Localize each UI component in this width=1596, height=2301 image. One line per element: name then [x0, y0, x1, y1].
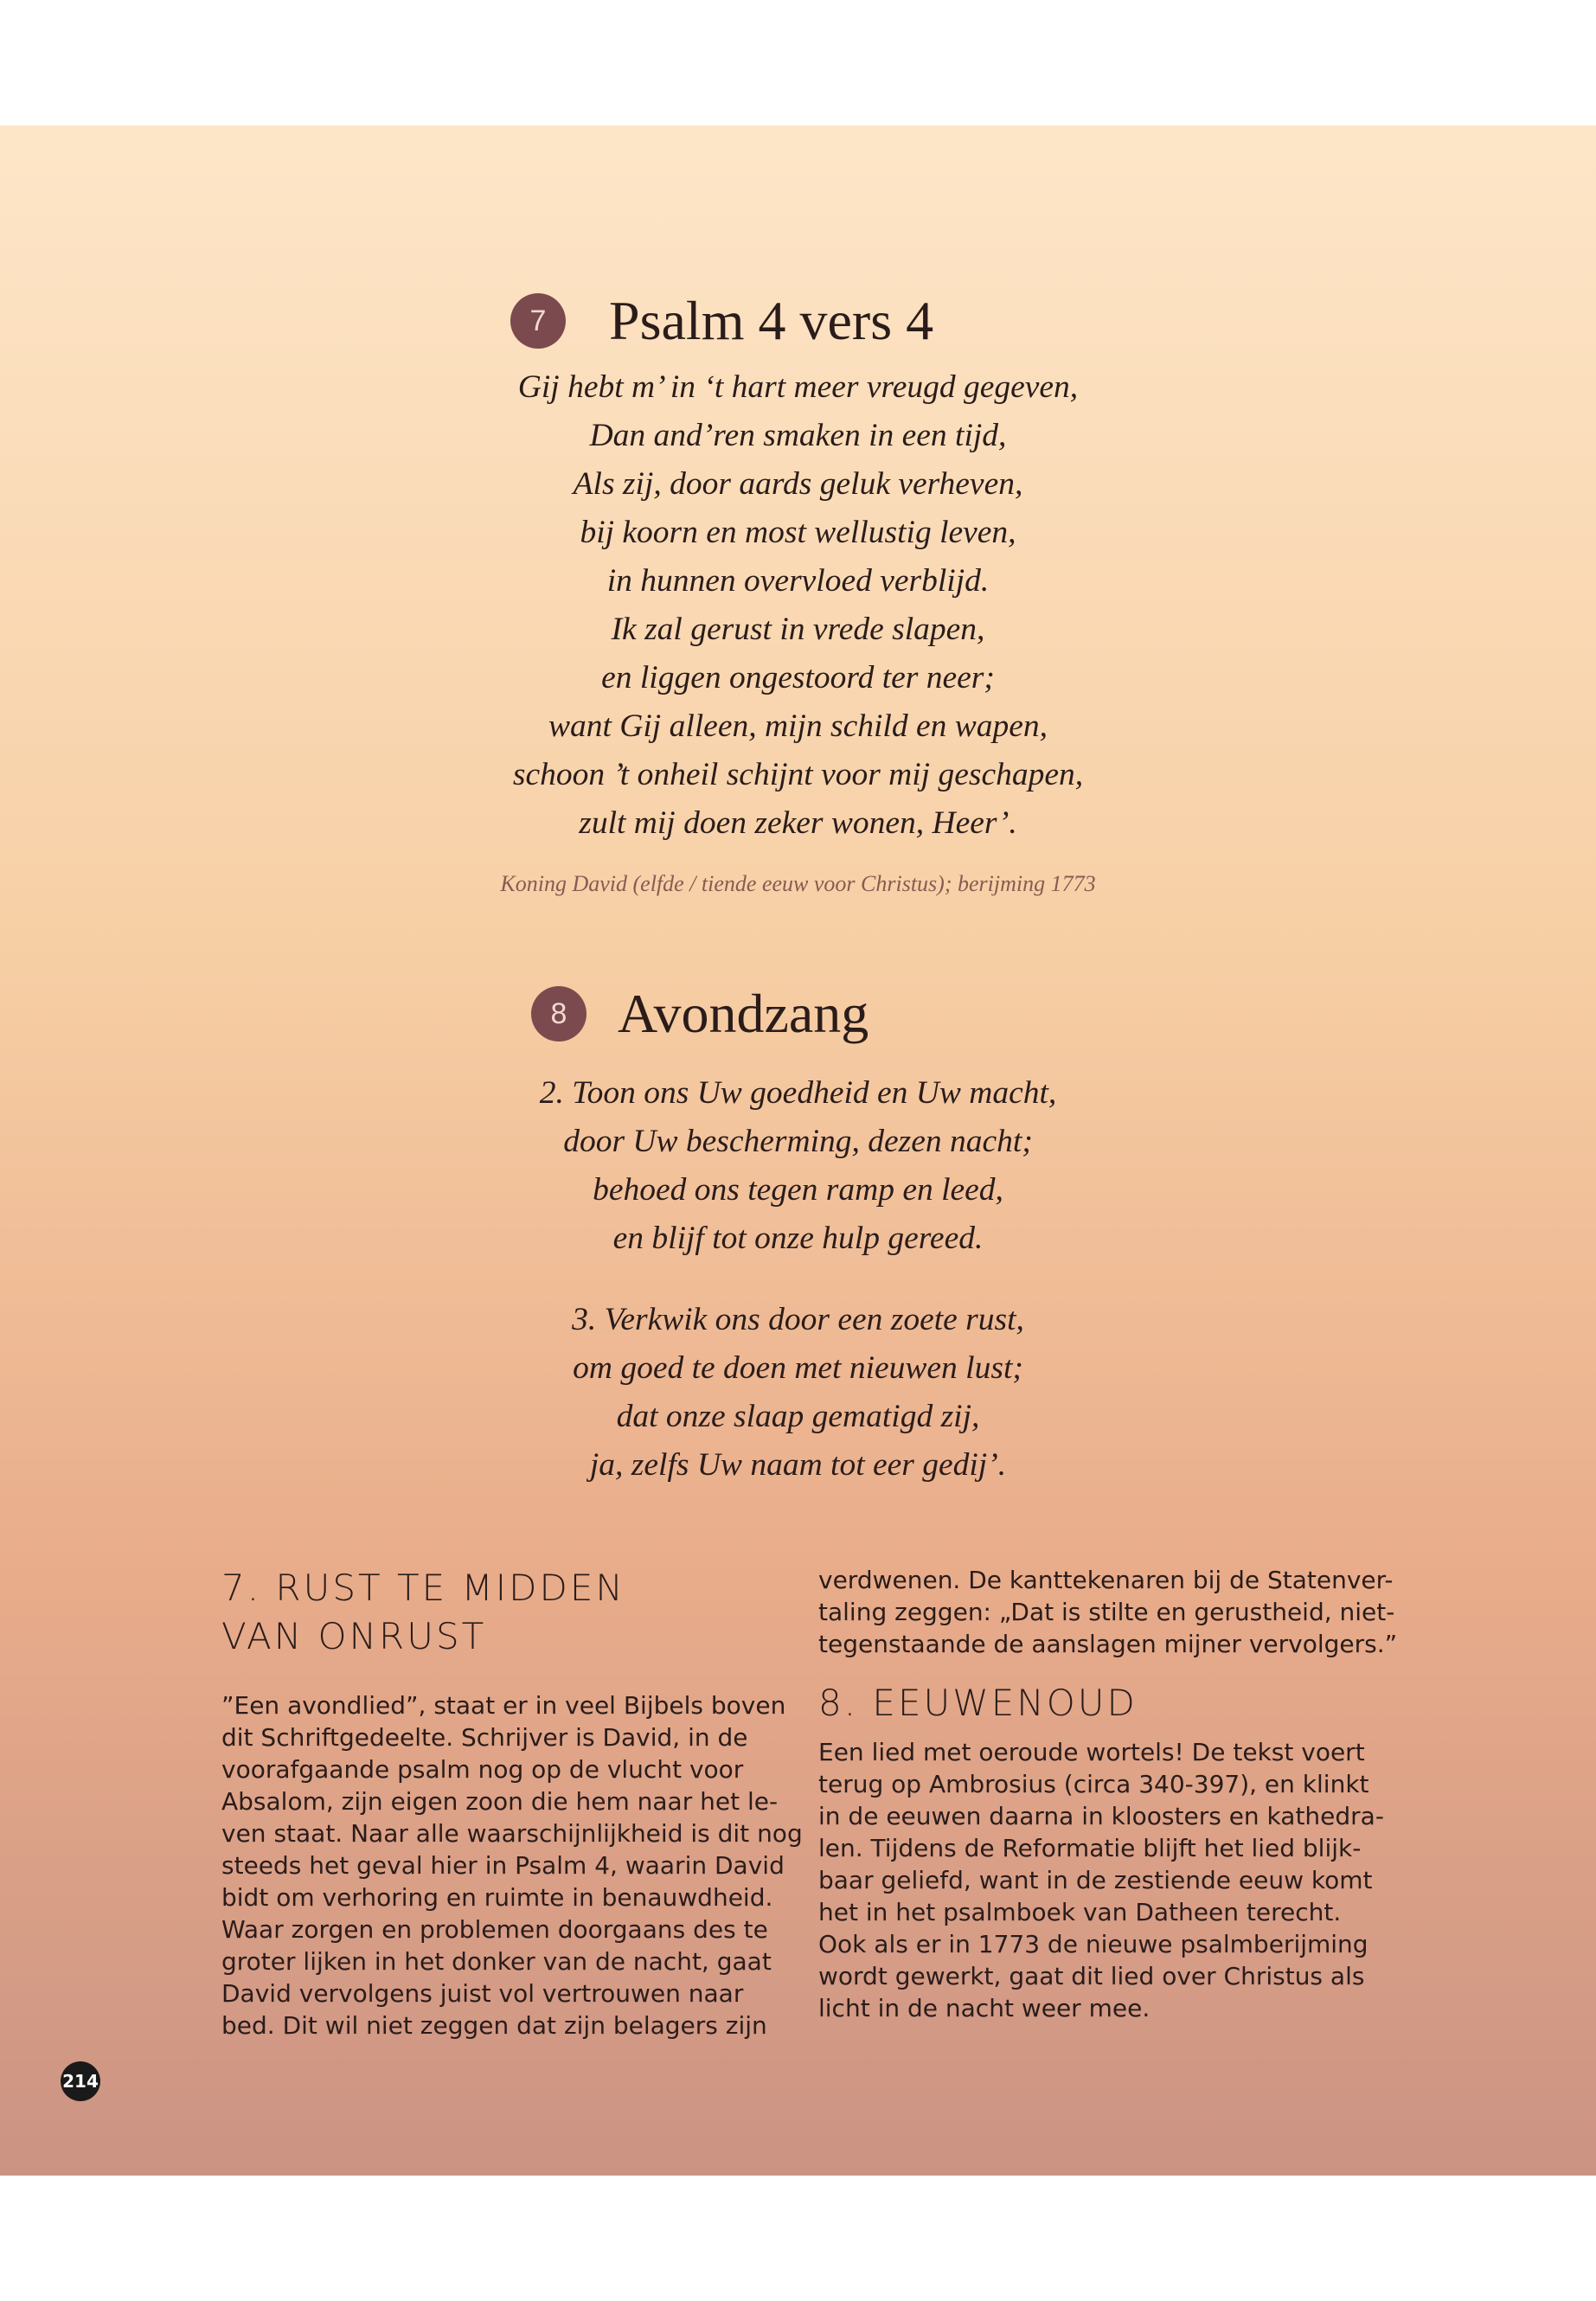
- body-line: ven staat. Naar alle waarschijnlijkheid is dit nog: [221, 1819, 803, 1848]
- body-line: wordt gewerkt, gaat dit lied over Christus als: [818, 1962, 1365, 1990]
- article-heading: [221, 1564, 775, 1661]
- verse-line: behoed ons tegen ramp en leed,: [593, 1172, 1003, 1208]
- body-line: Absalom, zijn eigen zoon die hem naar het le-: [221, 1787, 779, 1816]
- verse-line: dat onze slaap gematigd zij,: [616, 1399, 980, 1434]
- verse-line: Dan and’ren smaken in een tijd,: [589, 418, 1007, 453]
- verse-line: in hunnen overvloed verblijd.: [606, 563, 990, 599]
- article-right-column: [818, 1564, 1398, 2024]
- article-heading-line: VAN ONRUST: [221, 1615, 487, 1657]
- verse-line: om goed te doen met nieuwen lust;: [573, 1350, 1023, 1386]
- psalm-verse: [0, 363, 1596, 848]
- article-rust: [221, 1564, 803, 2041]
- psalm-title: Psalm 4 vers 4: [609, 290, 934, 351]
- body-line: dit Schriftgedeelte. Schrijver is David, in de: [221, 1723, 748, 1752]
- body-line: Waar zorgen en problemen doorgaans des te: [221, 1915, 768, 1944]
- body-line: bidt om verhoring en ruimte in benauwdheid.: [221, 1883, 773, 1912]
- body-line: baar geliefd, want in de zestiende eeuw komt: [818, 1866, 1373, 1894]
- verse-line: ja, zelfs Uw naam tot eer gedij’.: [589, 1447, 1007, 1483]
- verse-line: en liggen ongestoord ter neer;: [601, 660, 995, 695]
- verse-line: zult mij doen zeker wonen, Heer’.: [579, 805, 1017, 841]
- verse-line: Ik zal gerust in vrede slapen,: [611, 612, 985, 647]
- article-heading: 8. EEUWENOUD: [818, 1682, 1138, 1724]
- page-number-badge: 214: [61, 2061, 100, 2101]
- verse-line: bij koorn en most wellustig leven,: [580, 515, 1016, 550]
- verse-line: Als zij, door aards geluk verheven,: [573, 466, 1023, 502]
- body-line: het in het psalmboek van Datheen terecht.: [818, 1898, 1342, 1926]
- verse-line: schoon ’t onheil schijnt voor mij geschapen,: [512, 757, 1084, 792]
- psalm-heading: [510, 289, 933, 353]
- body-line: David vervolgens juist vol vertrouwen naar: [221, 1979, 744, 2008]
- body-line: voorafgaande psalm nog op de vlucht voor: [221, 1755, 744, 1784]
- verse-line: Gij hebt m’ in ‘t hart meer vreugd gegeven,: [517, 369, 1079, 405]
- avondzang-heading: [531, 982, 869, 1046]
- body-line: terug op Ambrosius (circa 340-397), en klinkt: [818, 1770, 1369, 1798]
- body-line: taling zeggen: „Dat is stilte en gerustheid, niet-: [818, 1598, 1395, 1626]
- body-line: Een lied met oeroude wortels! De tekst voert: [818, 1738, 1365, 1766]
- body-line: len. Tijdens de Reformatie blijft het lied blijk-: [818, 1834, 1362, 1862]
- body-line: groter lijken in het donker van de nacht, gaat: [221, 1947, 772, 1976]
- psalm-attribution: Koning David (elfde / tiende eeuw voor Christus); berijming 1773: [500, 871, 1096, 896]
- avondzang-title: Avondzang: [618, 983, 869, 1044]
- article-body-continued: [818, 1564, 1398, 1660]
- verse-line: door Uw bescherming, dezen nacht;: [563, 1124, 1033, 1159]
- verse-line: en blijf tot onze hulp gereed.: [612, 1221, 984, 1256]
- avondzang-stanza-3: [0, 1296, 1596, 1490]
- body-line: verdwenen. De kanttekenaren bij de Statenver-: [818, 1566, 1394, 1594]
- body-line: steeds het geval hier in Psalm 4, waarin David: [221, 1851, 785, 1880]
- body-line: Ook als er in 1773 de nieuwe psalmberijming: [818, 1930, 1368, 1958]
- section-number-badge: 8: [531, 986, 586, 1042]
- body-line: bed. Dit wil niet zeggen dat zijn belagers zijn: [221, 2011, 767, 2040]
- article-body: [818, 1736, 1384, 2024]
- section-number-badge: 7: [510, 293, 566, 349]
- article-heading-line: 7. RUST TE MIDDEN: [221, 1567, 625, 1609]
- verse-line: 2. Toon ons Uw goedheid en Uw macht,: [539, 1075, 1057, 1111]
- verse-line: want Gij alleen, mijn schild en wapen,: [548, 708, 1048, 744]
- body-line: in de eeuwen daarna in kloosters en kathedra-: [818, 1802, 1384, 1830]
- body-line: ”Een avondlied”, staat er in veel Bijbels boven: [221, 1691, 786, 1720]
- verse-line: 3. Verkwik ons door een zoete rust,: [572, 1302, 1024, 1337]
- body-line: tegenstaande de aanslagen mijner vervolgers.”: [818, 1630, 1398, 1658]
- body-line: licht in de nacht weer mee.: [818, 1994, 1151, 2022]
- avondzang-stanza-2: [0, 1069, 1596, 1263]
- article-body: [221, 1689, 803, 2041]
